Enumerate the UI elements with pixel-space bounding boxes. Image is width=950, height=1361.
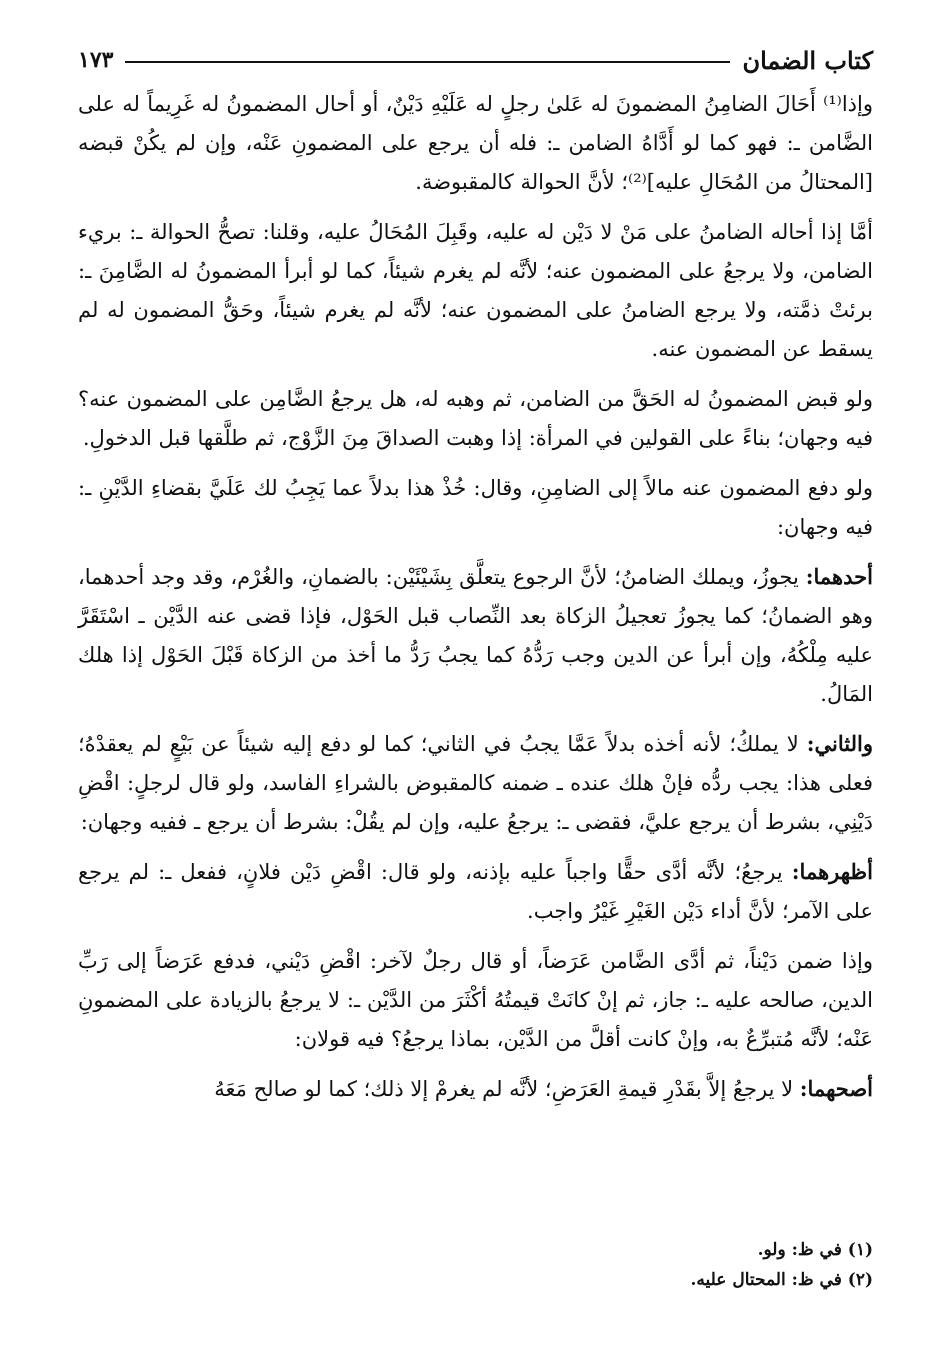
header-rule: [125, 61, 730, 63]
page: [78, 40, 873, 1340]
paragraph: [78, 724, 873, 842]
paragraph-text: أمَّا إذا أحاله الضامنُ على مَنْ لا دَيْن له عليه، وقَبِلَ المُحَالُ عليه، وقلنا: تصحُّ الحوالة ـ: بريء الضامن، ولا يرجعُ على المضمون عنه؛ لأنَّه لم يغرم شيئاً، كما لو أبرأ المضمونُ له الضَّامِنَ ـ: برئتْ ذمَّته، ولا يرجع الضامنُ على المضمون عنه؛ لأنَّه لم يغرم شيئاً، وحَقُّ المضمون له لم يسقط عن المضمون عنه.: [78, 220, 873, 361]
paragraph: [78, 1069, 873, 1109]
paragraph-text: وإذا ضمن دَيْناً، ثم أدَّى الضَّامن عَرَضاً، أو قال رجلٌ لآخر: اقْضِ دَيْني، فدفع عَرَضاً إلى رَبِّ الدين، صالحه عليه ـ: جاز، ثم إنْ كانَتْ قيمتُهُ أكْثَرَ من الدَّيْن ـ: لا يرجعُ بالزيادة على المضمونِ عَنْه؛ لأنَّه مُتبرِّعٌ به، وإنْ كانت أقلَّ من الدَّيْن، بماذا يرجعُ؟ فيه قولان:: [78, 949, 873, 1051]
paragraph: [78, 84, 873, 202]
paragraph-text: ولو قبض المضمونُ له الحَقَّ من الضامن، ثم وهبه له، هل يرجعُ الضَّامِن على المضمون عنه؟ فيه وجهان؛ بناءً على القولين في المرأة: إذا وهبت الصداقَ مِنَ الزَّوْج، ثم طلَّقها قبل الدخولِ.: [78, 387, 873, 450]
footnote-number: (٢): [847, 1270, 873, 1290]
footnote: [78, 1235, 873, 1265]
paragraph-lead: أحدهما:: [805, 564, 873, 589]
paragraph-text: يرجعُ؛ لأنَّه أدَّى حقًّا واجباً عليه بإذنه، ولو قال: اقْضِ دَيْن فلانٍ، ففعل ـ: لم يرجع على الآمر؛ لأنَّ أداء دَيْن الغَيْرِ غَيْرُ واجب.: [78, 860, 873, 923]
paragraph: [78, 379, 873, 458]
paragraph: [78, 557, 873, 714]
paragraph-text: يجوزُ، ويملك الضامنُ؛ لأنَّ الرجوع يتعلَّق بِشَيْئَيْن: بالضمانِ، والغُرْم، وقد وجد أحدهما، وهو الضمانُ؛ كما يجوزُ تعجيلُ الزكاة بعد النِّصاب قبل الحَوْل، فإذا قضى عنه الدَّيْن ـ اسْتَقَرَّ عليه مِلْكُهُ، وإن أبرأ عن الدين وجب رَدُّهُ كما يجبُ رَدُّ ما أخذ من الزكاة قَبْلَ الحَوْل إذا هلك المَالُ.: [78, 565, 873, 706]
chapter-title: كتاب الضمان: [742, 45, 873, 75]
footnote: [78, 1265, 873, 1295]
paragraph-text: ولو دفع المضمون عنه مالاً إلى الضامِنِ، وقال: خُذْ هذا بدلاً عما يَجِبُ لك عَلَيَّ بقضاءِ الدَّيْنِ ـ: فيه وجهان:: [78, 476, 873, 539]
paragraph-lead: أصحهما:: [799, 1076, 873, 1101]
footnotes: [78, 1235, 873, 1295]
paragraph-text: لا يرجعُ إلاَّ بقَدْرِ قيمةِ العَرَضِ؛ لأنَّه لم يغرمْ إلا ذلك؛ كما لو صالح مَعَهُ: [214, 1077, 794, 1101]
paragraph: [78, 212, 873, 369]
paragraph: [78, 852, 873, 931]
paragraph-text: وإذا⁽¹⁾ أَحَالَ الضامِنُ المضمونَ له عَلىٰ رجلٍ له عَلَيْهِ دَيْنٌ، أو أحال المضمونُ له غَرِيماً له على الضَّامن ـ: فهو كما لو أَدَّاهُ الضامن ـ: فله أن يرجع على المضمونِ عَنْه، وإن لم يكُنْ قبضه [المحتالُ من المُحَالِ عليه]⁽²⁾؛ لأنَّ الحوالة كالمقبوضة.: [78, 92, 873, 194]
paragraph-lead: أظهرهما:: [791, 859, 873, 884]
paragraph: [78, 468, 873, 547]
paragraph-lead: والثاني:: [806, 731, 873, 756]
page-number: ١٧٣: [78, 47, 114, 73]
paragraph: [78, 941, 873, 1059]
footnote-text: في ظ: المحتال عليه.: [690, 1270, 842, 1290]
footnote-number: (١): [847, 1240, 873, 1260]
paragraph-text: لا يملكُ؛ لأنه أخذه بدلاً عَمَّا يجبُ في الثاني؛ كما لو دفع إليه شيئاً عن بَيْعٍ لم يعقدْهُ؛ فعلى هذا: يجب ردُّه فإنْ هلك عنده ـ ضمنه كالمقبوض بالشراءِ الفاسد، ولو قال لرجلٍ: اقْضِ دَيْنِي، بشرط أن يرجع عليَّ، فقضى ـ: يرجعُ عليه، وإن لم يقُلْ: بشرط أن يرجع ـ ففيه وجهان:: [78, 732, 873, 834]
main-text: [78, 84, 873, 1109]
running-header: [78, 40, 873, 80]
footnote-text: في ظ: ولو.: [757, 1240, 842, 1260]
